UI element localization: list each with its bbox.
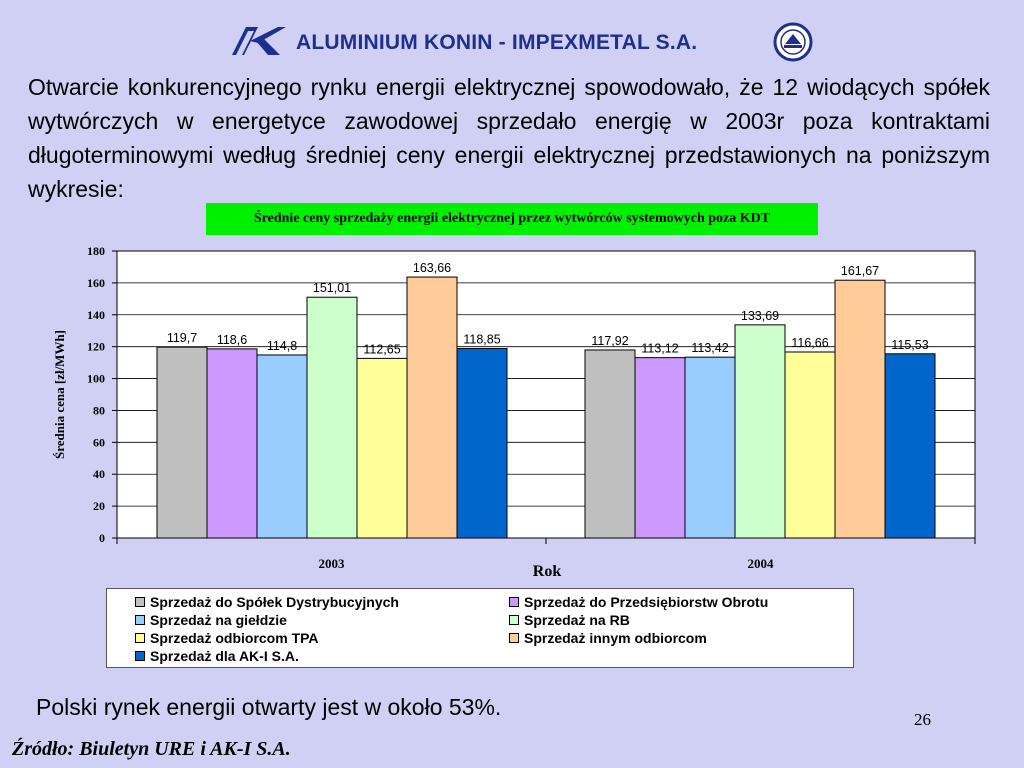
data-label: 113,42 <box>691 341 729 356</box>
data-label: 161,67 <box>840 264 880 279</box>
y-tick-label: 20 <box>93 499 105 514</box>
bar <box>157 347 207 538</box>
legend-swatch <box>135 615 145 625</box>
chart-title-box <box>206 203 818 235</box>
legend-item <box>135 630 319 646</box>
y-tick-label: 40 <box>93 467 105 482</box>
bar <box>585 350 635 538</box>
legend-item <box>135 594 399 610</box>
data-label: 112,65 <box>363 342 401 357</box>
chart-title: Średnie ceny sprzedaży energii elektrycznej przez wytwórców systemowych poza KDT <box>253 211 771 226</box>
y-tick-label: 120 <box>87 339 105 354</box>
legend-label: Sprzedaż do Przedsiębiorstw Obrotu <box>524 594 769 610</box>
data-label: 163,66 <box>412 261 452 276</box>
legend-item <box>135 648 299 664</box>
data-label: 115,53 <box>891 337 929 352</box>
data-label: 118,6 <box>216 332 248 347</box>
legend-swatch <box>509 597 519 607</box>
bar <box>635 358 685 538</box>
legend-label: Sprzedaż do Spółek Dystrybucyjnych <box>150 594 399 610</box>
x-axis-title: Rok <box>532 563 562 580</box>
bar-chart <box>0 236 1024 586</box>
bar <box>685 357 735 538</box>
y-tick-label: 60 <box>93 435 105 450</box>
bar <box>885 354 935 538</box>
data-label: 133,69 <box>740 308 780 323</box>
data-label: 114,8 <box>266 338 298 353</box>
data-label: 116,66 <box>791 335 829 350</box>
bar <box>357 358 407 538</box>
source-citation: Źródło: Biuletyn URE i AK-I S.A. <box>12 738 291 760</box>
company-logo-icon <box>228 25 288 57</box>
header <box>228 22 828 62</box>
data-label: 151,01 <box>312 281 352 296</box>
data-label: 118,85 <box>463 332 501 347</box>
y-tick-label: 180 <box>87 244 105 258</box>
legend-swatch <box>135 597 145 607</box>
legend-label: Sprzedaż na giełdzie <box>150 612 287 628</box>
legend-swatch <box>135 633 145 643</box>
legend-item <box>509 630 707 646</box>
bar <box>407 277 457 538</box>
legend-item <box>509 594 768 610</box>
y-tick-label: 0 <box>99 531 105 545</box>
bar <box>835 280 885 538</box>
data-label: 113,12 <box>641 341 679 356</box>
chart-legend <box>106 588 854 668</box>
page-number: 26 <box>914 710 931 729</box>
legend-swatch <box>135 651 145 661</box>
intro-paragraph: Otwarcie konkurencyjnego rynku energii elektrycznej spowodowało, że 12 wiodących spółek wytwórczych w energetyce zawodowej sprzedało energię w 2003r poza kontraktami długoterminowymi według średniej ceny energii elektrycznej przedstawionych na poniższym wykresie: <box>28 74 990 202</box>
company-name: ALUMINIUM KONIN - IMPEXMETAL S.A. <box>296 31 698 54</box>
y-tick-label: 140 <box>87 307 105 322</box>
y-tick-label: 160 <box>87 275 105 290</box>
legend-item <box>135 612 287 628</box>
legend-label: Sprzedaż dla AK-I S.A. <box>150 648 299 664</box>
impexmetal-seal-icon <box>773 22 813 62</box>
footnote-text: Polski rynek energii otwarty jest w około 53%. <box>36 694 502 720</box>
y-axis-title: Średnia cena [zł/MWh] <box>52 329 67 460</box>
y-tick-label: 100 <box>87 371 105 386</box>
bar <box>457 349 507 538</box>
legend-label: Sprzedaż innym odbiorcom <box>524 630 707 646</box>
bar <box>257 355 307 538</box>
legend-label: Sprzedaż odbiorcom TPA <box>150 630 319 646</box>
x-category-label: 2004 <box>747 556 774 571</box>
legend-label: Sprzedaż na RB <box>524 612 630 628</box>
legend-swatch <box>509 615 519 625</box>
legend-item <box>509 612 630 628</box>
bar <box>207 349 257 538</box>
y-tick-label: 80 <box>93 403 105 418</box>
x-category-label: 2003 <box>318 556 345 571</box>
legend-swatch <box>509 633 519 643</box>
bar <box>735 325 785 538</box>
data-label: 119,7 <box>166 331 198 346</box>
bar <box>307 297 357 538</box>
bar <box>785 352 835 538</box>
data-label: 117,92 <box>591 333 629 348</box>
